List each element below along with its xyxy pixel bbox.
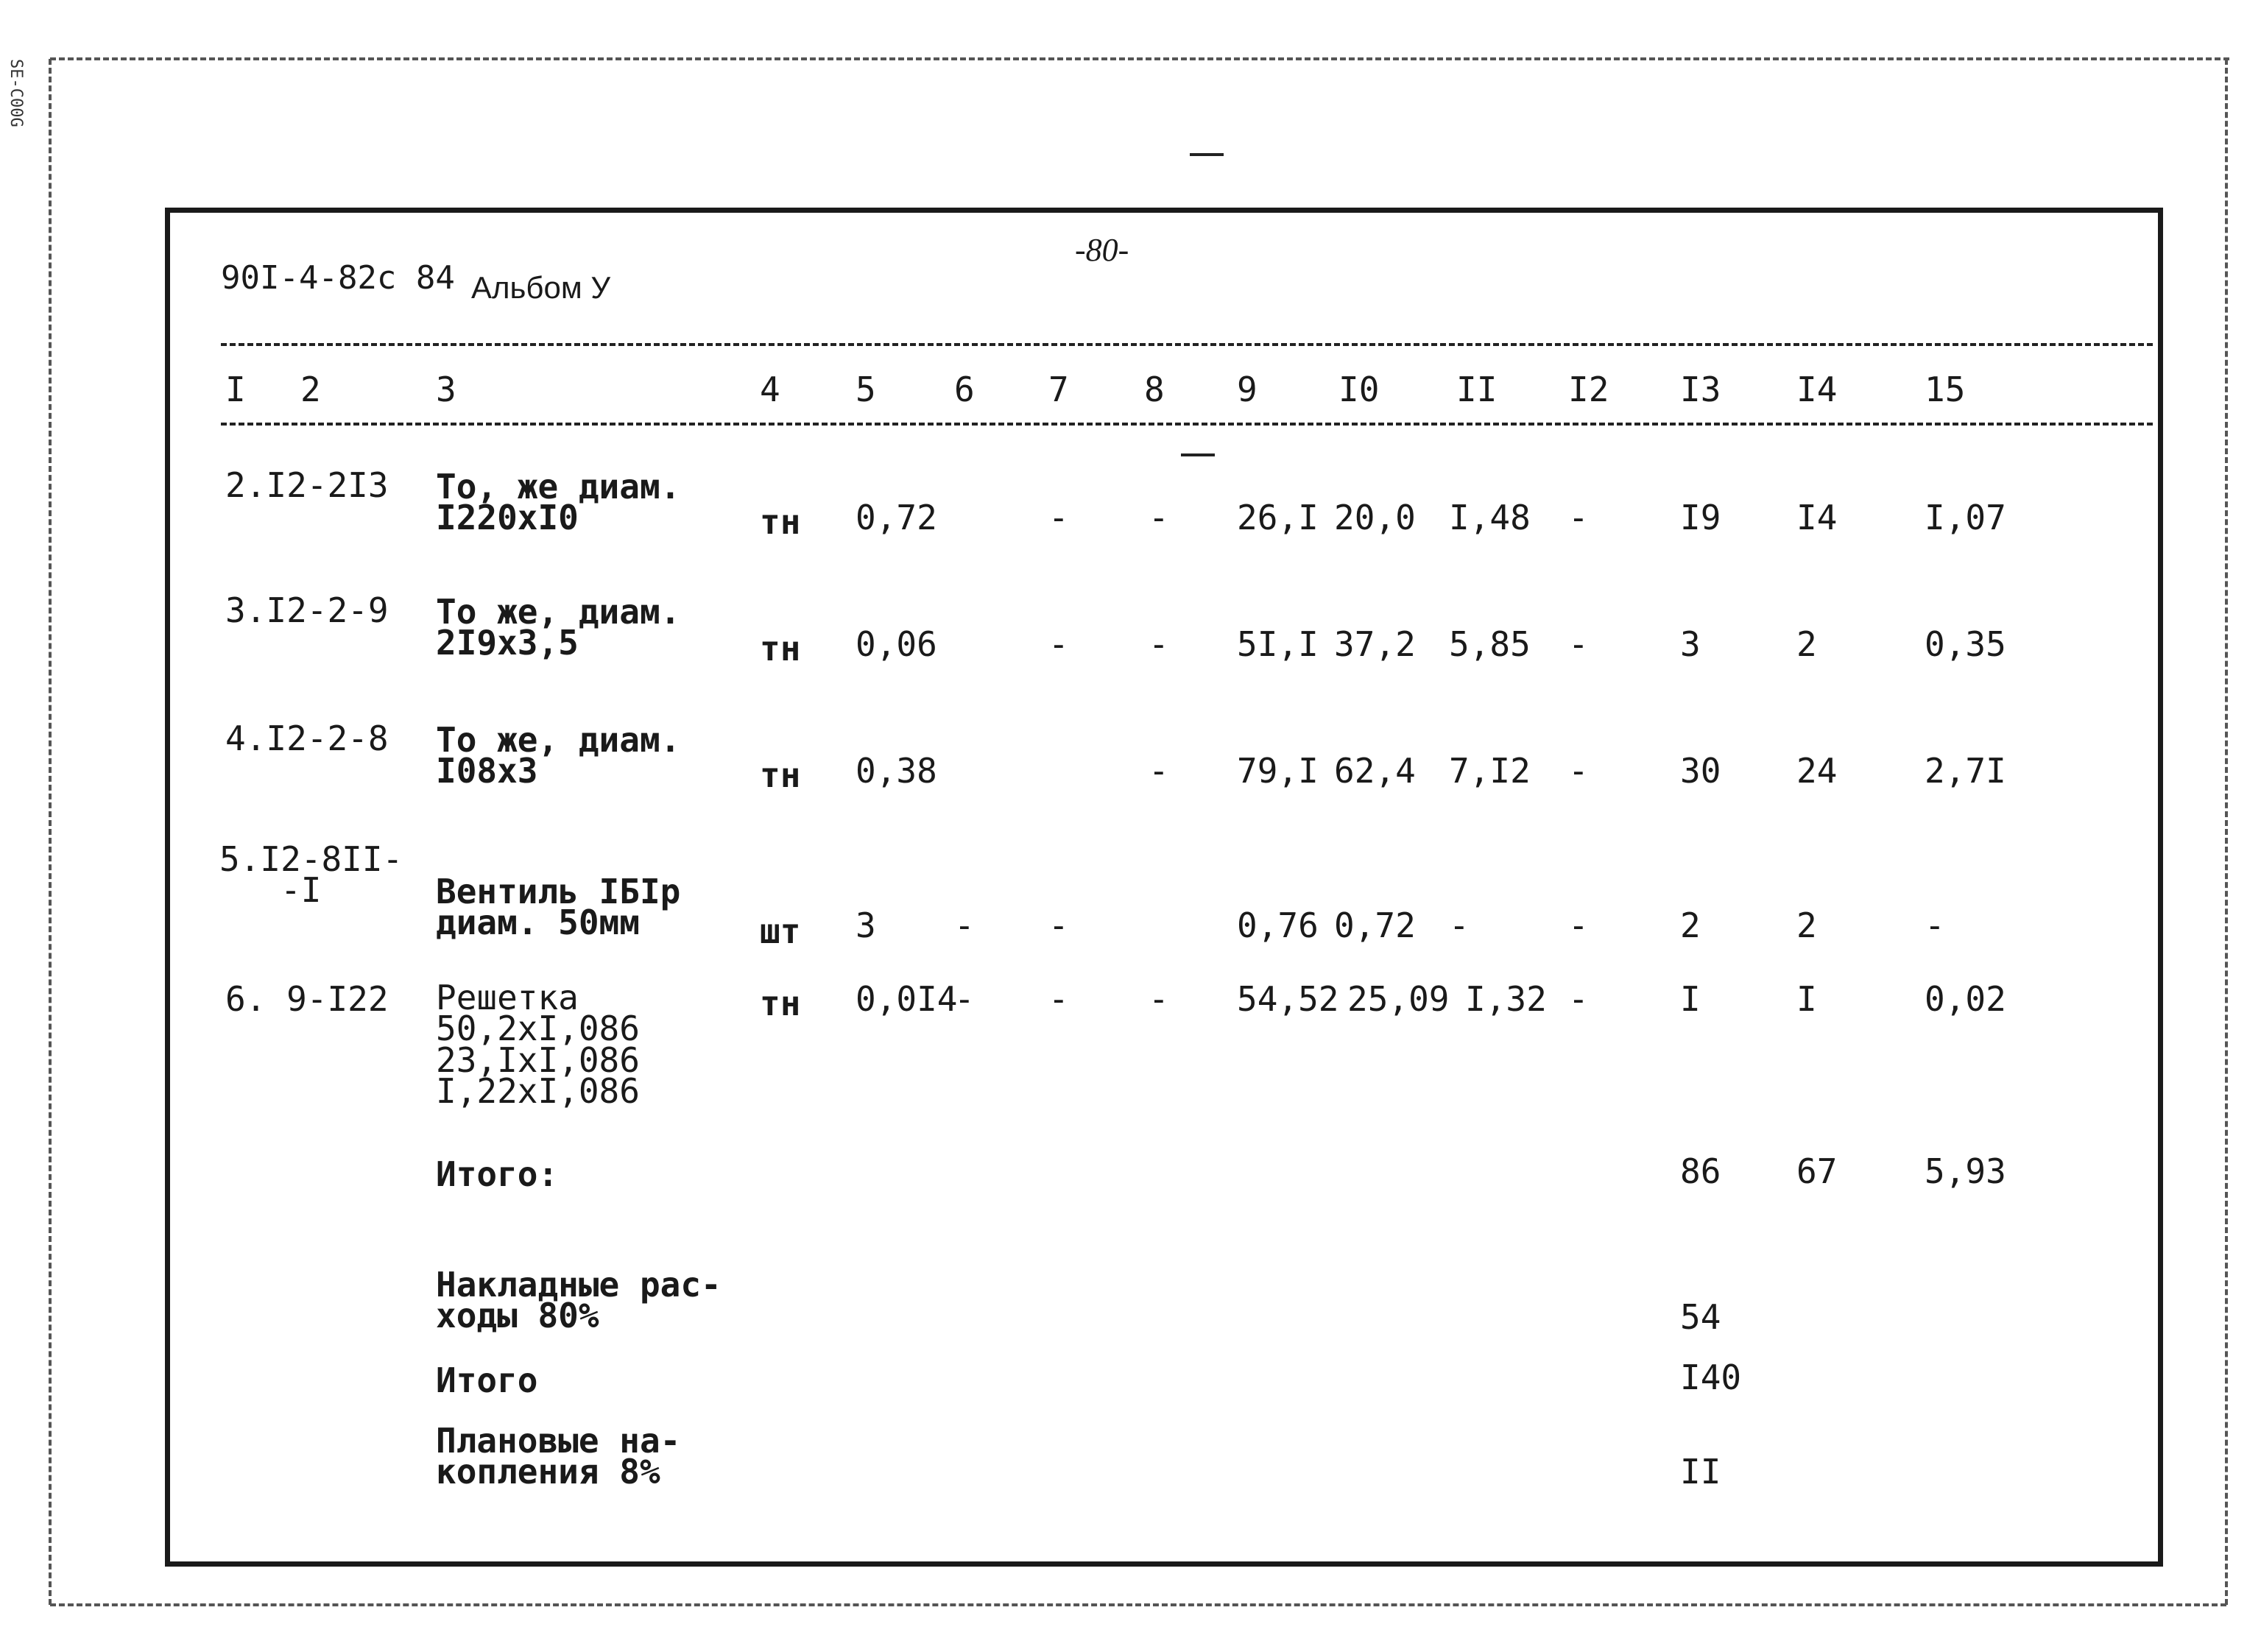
col-header-8: 8	[1144, 370, 1165, 409]
col12-value: -	[1568, 979, 1589, 1019]
col10-value: 62,4	[1334, 751, 1416, 791]
col-header-6: 6	[954, 370, 975, 409]
col-header-15: 15	[1925, 370, 1966, 409]
col13-value: 2	[1680, 906, 1701, 945]
col5-value: 3	[856, 906, 876, 945]
overhead-col13: 54	[1680, 1297, 1721, 1337]
row-number: 5.I2-8II- -I	[219, 839, 403, 911]
item-name: То же, диам. I08x3	[436, 720, 681, 791]
planned-savings-label: Плановые на- копления 8%	[436, 1421, 681, 1492]
header-rule-bottom	[221, 423, 2153, 426]
col7-value: -	[1048, 979, 1069, 1019]
col9-value: 5I,I	[1237, 624, 1319, 664]
row-number: 3.I2-2-9	[225, 590, 389, 630]
subtotal-label: Итого	[436, 1360, 538, 1400]
col6-value: -	[954, 979, 975, 1019]
col13-value: 30	[1680, 751, 1721, 791]
col11-value: I,32	[1465, 979, 1547, 1019]
col10-value: 37,2	[1334, 624, 1416, 664]
col5-value: 0,06	[856, 624, 937, 664]
col-header-4: 4	[760, 370, 780, 409]
page-number: -80-	[1075, 232, 1129, 268]
col7-value: -	[1048, 624, 1069, 664]
col13-value: I9	[1680, 498, 1721, 537]
side-stamp: SE-C00G	[7, 59, 25, 127]
scan-border-top	[50, 57, 2229, 60]
col15-value: 2,7I	[1925, 751, 2006, 791]
row-number: 4.I2-2-8	[225, 719, 389, 758]
item-name: То же, диам. 2I9x3,5	[436, 592, 681, 663]
col-header-11: II	[1456, 370, 1498, 409]
scan-border-bottom	[50, 1603, 2226, 1606]
col11-value: -	[1449, 906, 1470, 945]
col14-value: 2	[1796, 624, 1817, 664]
scan-mark	[1181, 453, 1215, 456]
col7-value: -	[1048, 498, 1069, 537]
col9-value: 26,I	[1237, 498, 1319, 537]
col11-value: 7,I2	[1449, 751, 1531, 791]
col9-value: 0,76	[1237, 906, 1319, 945]
col15-value: I,07	[1925, 498, 2006, 537]
col8-value: -	[1149, 979, 1169, 1019]
col13-value: I	[1680, 979, 1701, 1019]
col-header-5: 5	[856, 370, 876, 409]
col9-value: 54,52	[1237, 979, 1339, 1019]
unit: тн	[760, 755, 801, 795]
col-header-10: I0	[1338, 370, 1380, 409]
col5-value: 0,0I4	[856, 979, 958, 1019]
col15-value: 0,35	[1925, 624, 2006, 664]
planned-savings-col13: II	[1680, 1452, 1721, 1492]
row-number: 6. 9-I22	[225, 979, 389, 1019]
col-header-13: I3	[1680, 370, 1721, 409]
col-header-3: 3	[436, 370, 456, 409]
total-col14: 67	[1796, 1151, 1838, 1191]
total-label: Итого:	[436, 1154, 559, 1194]
col10-value: 0,72	[1334, 906, 1416, 945]
col14-value: 24	[1796, 751, 1838, 791]
col12-value: -	[1568, 751, 1589, 791]
col8-value: -	[1149, 751, 1169, 791]
total-col15: 5,93	[1925, 1151, 2006, 1191]
item-name: Решетка 50,2xI,086 23,IxI,086 I,22xI,086	[436, 978, 640, 1111]
col12-value: -	[1568, 624, 1589, 664]
col-header-2: 2	[300, 370, 321, 409]
col-header-12: I2	[1568, 370, 1609, 409]
col-header-9: 9	[1237, 370, 1258, 409]
col12-value: -	[1568, 498, 1589, 537]
document-code: 90I-4-82с 84	[221, 259, 455, 297]
col-header-14: I4	[1796, 370, 1838, 409]
total-col13: 86	[1680, 1151, 1721, 1191]
col5-value: 0,38	[856, 751, 937, 791]
col13-value: 3	[1680, 624, 1701, 664]
scan-border-right	[2225, 59, 2228, 1605]
row-number: 2.I2-2I3	[225, 465, 389, 505]
subtotal-col13: I40	[1680, 1358, 1742, 1397]
col7-value: -	[1048, 906, 1069, 945]
col14-value: I4	[1796, 498, 1838, 537]
col14-value: 2	[1796, 906, 1817, 945]
overhead-label: Накладные рас- ходы 80%	[436, 1265, 722, 1336]
col15-value: -	[1925, 906, 1945, 945]
unit: шт	[760, 911, 801, 951]
col8-value: -	[1149, 498, 1169, 537]
scan-border-left	[49, 59, 52, 1605]
col12-value: -	[1568, 906, 1589, 945]
album-label: Альбом У	[471, 270, 611, 305]
col6-value: -	[954, 906, 975, 945]
col15-value: 0,02	[1925, 979, 2006, 1019]
item-name: То, же диам. I220xI0	[436, 467, 681, 538]
col5-value: 0,72	[856, 498, 937, 537]
col11-value: I,48	[1449, 498, 1531, 537]
unit: тн	[760, 502, 801, 542]
col10-value: 20,0	[1334, 498, 1416, 537]
col9-value: 79,I	[1237, 751, 1319, 791]
col-header-1: I	[225, 370, 246, 409]
item-name: Вентиль IБIр диам. 50мм	[436, 872, 681, 943]
col11-value: 5,85	[1449, 624, 1531, 664]
col10-value: 25,09	[1347, 979, 1450, 1019]
col8-value: -	[1149, 624, 1169, 664]
unit: тн	[760, 984, 801, 1023]
unit: тн	[760, 629, 801, 668]
scan-mark	[1190, 153, 1224, 156]
col14-value: I	[1796, 979, 1817, 1019]
col-header-7: 7	[1048, 370, 1069, 409]
header-rule-top	[221, 343, 2153, 346]
